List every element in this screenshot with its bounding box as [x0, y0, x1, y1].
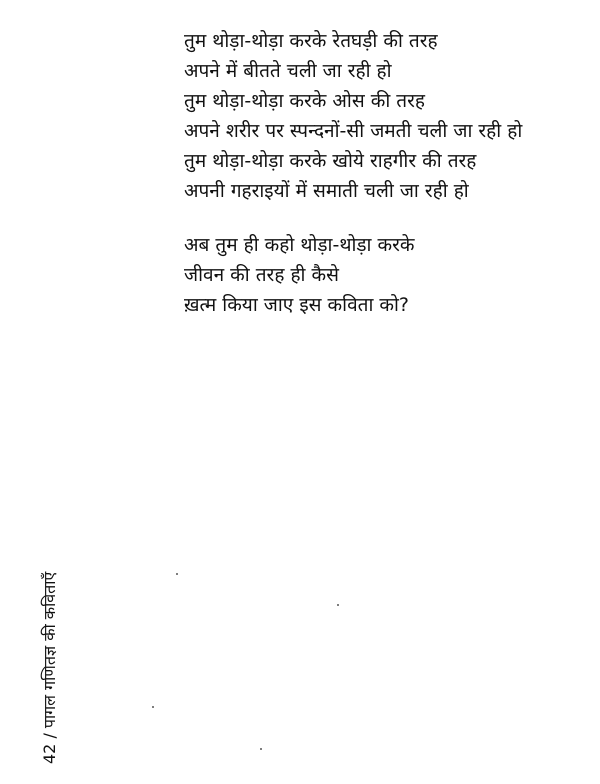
poem-line: अपनी गहराइयों में समाती चली जा रही हो: [184, 180, 469, 202]
poem-line: तुम थोड़ा-थोड़ा करके खोये राहगीर की तरह: [184, 150, 477, 172]
scan-speck: [176, 573, 178, 575]
poem-line: जीवन की तरह ही कैसे: [184, 264, 339, 286]
poem-line: ख़त्म किया जाए इस कविता को?: [184, 294, 410, 316]
poem-line: तुम थोड़ा-थोड़ा करके ओस की तरह: [184, 90, 425, 112]
poem-body: [184, 26, 584, 320]
poem-line: तुम थोड़ा-थोड़ा करके रेतघड़ी की तरह: [184, 30, 438, 52]
stanza-2: [184, 230, 584, 320]
page-footer-label: 42 / पागल गणितज्ञ की कविताएँ: [40, 571, 59, 764]
poem-line: अब तुम ही कहो थोड़ा-थोड़ा करके: [184, 234, 415, 256]
poem-line: अपने में बीतते चली जा रही हो: [184, 60, 392, 82]
stanza-1: [184, 26, 584, 206]
poem-line: अपने शरीर पर स्पन्दनों-सी जमती चली जा रही हो: [184, 120, 523, 142]
scan-speck: [260, 748, 262, 750]
scan-speck: [337, 604, 339, 606]
scan-speck: [152, 706, 154, 708]
